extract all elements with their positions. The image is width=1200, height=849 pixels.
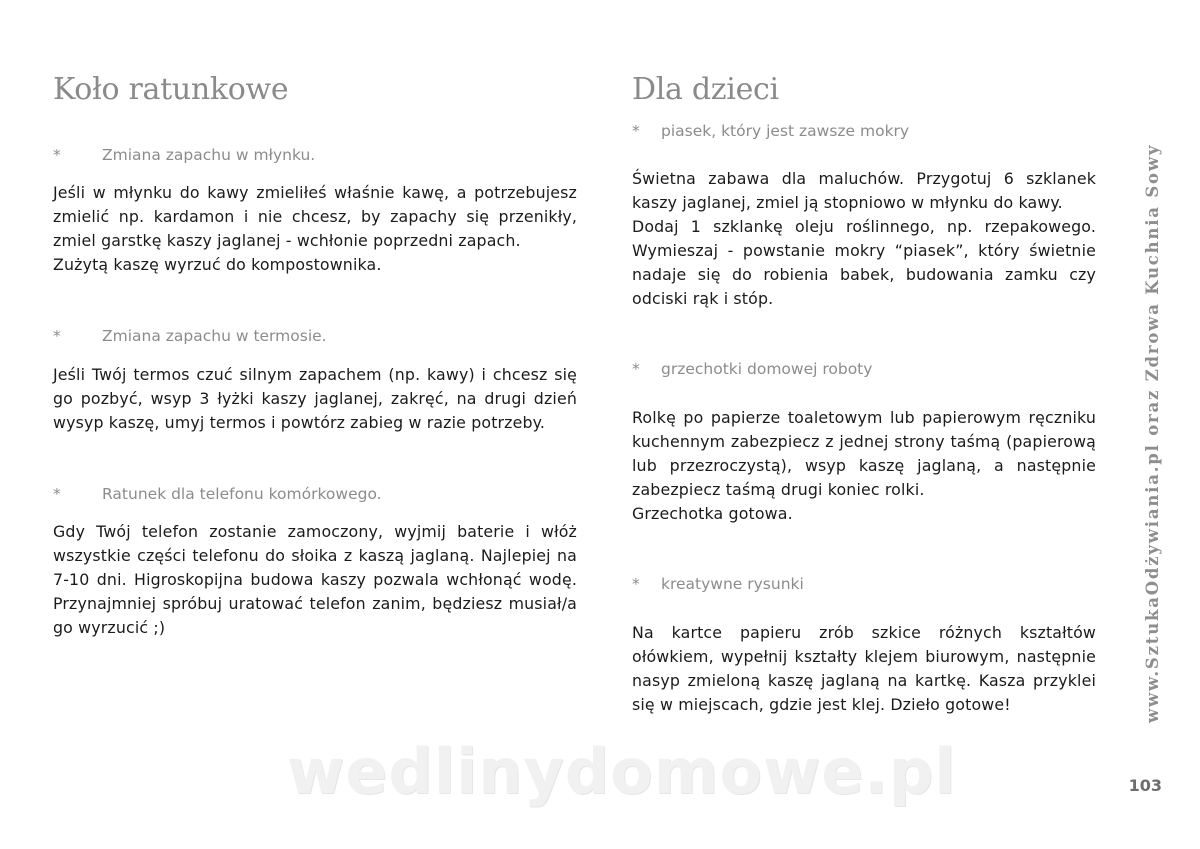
bullet-star: * <box>53 327 61 345</box>
bullet-star: * <box>632 575 640 593</box>
left-item-3-heading: * Ratunek dla telefonu komórkowego. <box>53 485 382 503</box>
bullet-star: * <box>632 360 640 378</box>
paragraph: Jeśli w młynku do kawy zmieliłeś właśnie kawę, a potrzebujesz zmielić np. kardamon i nie chcesz, by zapachy się przenikły, zmiel garstkę kaszy jaglanej - wchłonie poprzedni zapach. <box>53 183 577 250</box>
paragraph: Rolkę po papierze toaletowym lub papierowym ręczniku kuchennym zabezpiecz z jednej strony taśmą (papierową lub przezroczystą), wsyp kaszę jaglaną, a następnie zabezpiecz taśmą drugi koniec rolki. <box>632 408 1096 499</box>
paragraph: Gdy Twój telefon zostanie zamoczony, wyjmij baterie i włóż wszystkie części telefonu do słoika z kaszą jaglaną. Najlepiej na 7-10 dni. Higroskopijna budowa kaszy pozwala wchłonąć wodę. Przynajmniej spróbuj uratować telefon zanim, będziesz musiał/a go wyrzucić ;) <box>53 522 577 637</box>
right-item-1-body <box>632 167 1096 311</box>
left-item-2-heading: * Zmiana zapachu w termosie. <box>53 327 327 345</box>
vertical-website-text: www.SztukaOdżywiania.pl oraz Zdrowa Kuchnia Sowy <box>1143 143 1162 723</box>
left-item-1-body <box>53 181 577 277</box>
bullet-star: * <box>53 485 61 503</box>
paragraph: Zużytą kaszę wyrzuć do kompostownika. <box>53 255 382 274</box>
left-item-1-heading: * Zmiana zapachu w młynku. <box>53 146 316 164</box>
watermark: wedlinydomowe.pl <box>287 735 957 808</box>
bullet-star: * <box>53 146 61 164</box>
paragraph: Świetna zabawa dla maluchów. Przygotuj 6 szklanek kaszy jaglanej, zmiel ją stopniowo w młynku do kawy. <box>632 169 1096 212</box>
right-item-1-heading: * piasek, który jest zawsze mokry <box>632 122 910 140</box>
right-item-2-heading: * grzechotki domowej roboty <box>632 360 873 378</box>
right-item-3-body <box>632 621 1096 717</box>
paragraph: Jeśli Twój termos czuć silnym zapachem (np. kawy) i chcesz się go pozbyć, wsyp 3 łyżki kaszy jaglanej, zakręć, na drugi dzień wysyp kaszę, umyj termos i powtórz zabieg w razie potrzeby. <box>53 365 577 432</box>
right-title: Dla dzieci <box>632 72 779 108</box>
bullet-star: * <box>632 122 640 140</box>
paragraph: Grzechotka gotowa. <box>632 504 793 523</box>
right-item-3-heading: * kreatywne rysunki <box>632 575 804 593</box>
right-item-2-body <box>632 406 1096 526</box>
paragraph: Dodaj 1 szklankę oleju roślinnego, np. rzepakowego. Wymieszaj - powstanie mokry “piasek”, który świetnie nadaje się do robienia babek, budowania zamku czy odciski rąk i stóp. <box>632 217 1096 308</box>
page-number: 103 <box>1128 776 1162 795</box>
left-item-3-body <box>53 520 577 640</box>
left-item-2-body <box>53 363 577 435</box>
paragraph: Na kartce papieru zrób szkice różnych kształtów ołówkiem, wypełnij kształty klejem biurowym, następnie nasyp zmieloną kaszę jaglaną na kartkę. Kasza przyklei się w miejscach, gdzie jest klej. Dzieło gotowe! <box>632 623 1096 714</box>
left-title: Koło ratunkowe <box>53 72 289 108</box>
